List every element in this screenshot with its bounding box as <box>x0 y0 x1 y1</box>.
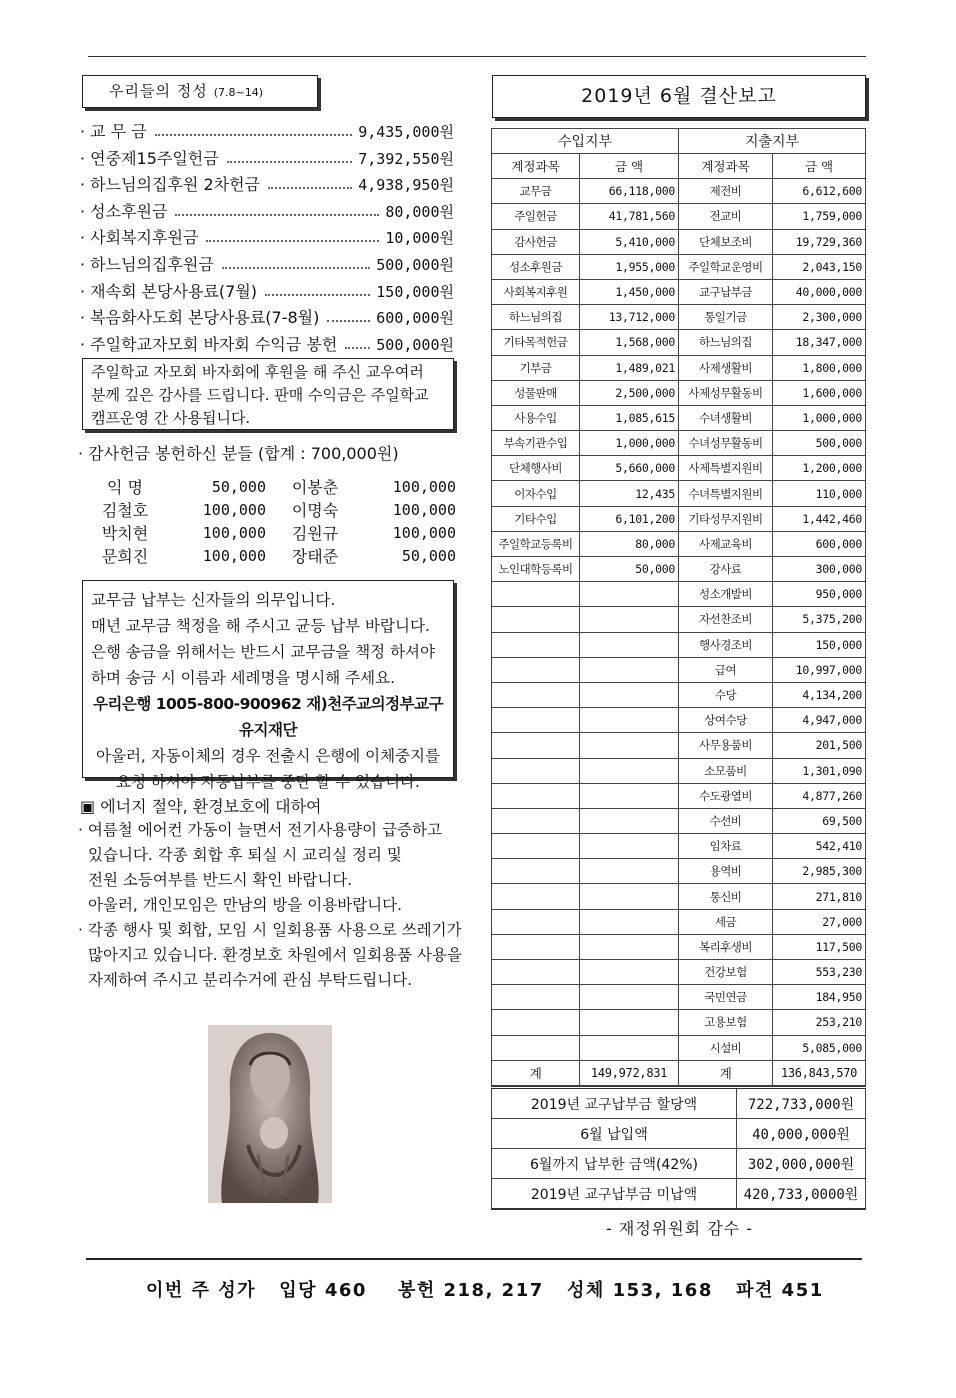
expense-amount: 5,375,200 <box>773 607 866 632</box>
finance-row <box>492 380 866 405</box>
offering-title: 우리들의 정성 (7.8~14) <box>82 75 318 108</box>
expense-amount: 19,729,360 <box>773 229 866 254</box>
expense-amount: 150,000 <box>773 632 866 657</box>
finance-row <box>492 859 866 884</box>
energy-line: 있습니다. 각종 회합 후 퇴실 시 교리실 정리 및 <box>88 846 402 864</box>
income-item: 교무금 <box>492 179 580 204</box>
finance-row <box>492 632 866 657</box>
summary-label: 2019년 교구납부금 할당액 <box>492 1088 737 1119</box>
income-item: 사회복지후원 <box>492 279 580 304</box>
income-item <box>492 808 580 833</box>
finance-row <box>492 834 866 859</box>
offering-label: · 성소후원금 <box>80 201 168 221</box>
summary-value: 722,733,000원 <box>737 1088 866 1119</box>
expense-amount: 1,200,000 <box>773 456 866 481</box>
leader-dots <box>327 320 370 322</box>
expense-amount: 1,759,000 <box>773 204 866 229</box>
offering-amount: 500,000원 <box>376 256 454 274</box>
income-item <box>492 582 580 607</box>
expense-item: 행사경조비 <box>679 632 773 657</box>
income-amount <box>580 909 679 934</box>
offering-label: · 연중제15주일헌금 <box>80 148 219 168</box>
expense-amount: 5,085,000 <box>773 1035 866 1060</box>
expense-amount: 117,500 <box>773 934 866 959</box>
income-item <box>492 708 580 733</box>
income-item <box>492 783 580 808</box>
donor-amount: 100,000 <box>392 478 456 496</box>
offering-amount: 10,000원 <box>385 229 454 248</box>
income-item <box>492 859 580 884</box>
thanks-row <box>100 545 456 568</box>
leader-dots <box>175 214 379 216</box>
finance-row <box>492 506 866 531</box>
expense-item: 용역비 <box>679 859 773 884</box>
thanks-row <box>100 476 456 499</box>
expense-amount: 542,410 <box>773 834 866 859</box>
finance-row <box>492 204 866 229</box>
income-item <box>492 632 580 657</box>
expense-amount: 69,500 <box>773 808 866 833</box>
offering-label: · 주일학교자모회 바자회 수익금 봉헌 <box>80 334 338 354</box>
report-title: 2019년 6월 결산보고 <box>492 75 866 118</box>
expense-amount: 18,347,000 <box>773 330 866 355</box>
expense-item: 사제생활비 <box>679 355 773 380</box>
income-amount: 5,660,000 <box>580 456 679 481</box>
income-amount <box>580 934 679 959</box>
expense-item: 소모품비 <box>679 758 773 783</box>
expense-amount: 27,000 <box>773 909 866 934</box>
income-item <box>492 960 580 985</box>
bottom-rule <box>86 1258 862 1260</box>
summary-row <box>492 1088 866 1119</box>
summary-row <box>492 1119 866 1149</box>
offering-amount: 7,392,550원 <box>358 149 454 168</box>
income-item <box>492 657 580 682</box>
expense-amount: 4,947,000 <box>773 708 866 733</box>
expense-amount: 1,800,000 <box>773 355 866 380</box>
finance-row <box>492 682 866 707</box>
income-amount <box>580 657 679 682</box>
donor-name: 장태준 <box>291 547 339 566</box>
expense-item: 급여 <box>679 657 773 682</box>
finance-row <box>492 985 866 1010</box>
leader-dots <box>227 161 352 163</box>
income-item: 사용수입 <box>492 405 580 430</box>
income-item: 이자수입 <box>492 481 580 506</box>
income-amount <box>580 985 679 1010</box>
offering-label: · 복음화사도회 본당사용료(7-8월) <box>80 308 320 328</box>
income-amount: 1,955,000 <box>580 254 679 279</box>
income-amount: 2,500,000 <box>580 380 679 405</box>
finance-row <box>492 808 866 833</box>
offering-amount: 150,000원 <box>376 282 454 301</box>
notice-line: 요청 하셔야 자동납부를 중단 할 수 있습니다. <box>115 773 420 791</box>
expense-item: 강사료 <box>679 557 773 582</box>
expense-item: 고용보험 <box>679 1010 773 1035</box>
income-amount <box>580 682 679 707</box>
donor-name: 이봉춘 <box>291 478 339 497</box>
income-item: 기타수입 <box>492 506 580 531</box>
donor-amount: 100,000 <box>392 524 456 542</box>
expense-item: 건강보험 <box>679 960 773 985</box>
income-amount <box>580 582 679 607</box>
notice-line: 은행 송금을 위해서는 반드시 교무금을 책정 하셔야 <box>91 643 435 661</box>
expense-item: 복리후생비 <box>679 934 773 959</box>
offering-label: · 하느님의집후원금 <box>80 255 214 274</box>
expense-item: 수녀생활비 <box>679 405 773 430</box>
expense-amount: 110,000 <box>773 481 866 506</box>
expense-amount: 2,300,000 <box>773 305 866 330</box>
finance-row <box>492 884 866 909</box>
income-item: 기타목적헌금 <box>492 330 580 355</box>
bank-account: 우리은행 1005-800-900962 재)천주교의정부교구유지재단 <box>92 695 444 739</box>
finance-header-row <box>492 129 866 154</box>
expense-amount: 1,600,000 <box>773 380 866 405</box>
income-amount <box>580 884 679 909</box>
income-item: 하느님의집 <box>492 305 580 330</box>
thanks-heading: · 감사헌금 봉헌하신 분들 (합계 : 700,000원) <box>78 444 399 463</box>
expense-item: 사제특별지원비 <box>679 456 773 481</box>
col-amount: 금 액 <box>580 154 679 179</box>
thanks-row <box>100 499 456 522</box>
leader-dots <box>268 187 352 189</box>
finance-row <box>492 557 866 582</box>
hymn-numbers: 이번 주 성가 입당 460 봉헌 218, 217 성체 153, 168 파견 451 <box>146 1280 824 1301</box>
finance-row <box>492 960 866 985</box>
offering-amount: 9,435,000원 <box>358 123 454 141</box>
expense-item: 국민연금 <box>679 985 773 1010</box>
income-amount <box>580 960 679 985</box>
summary-value: 420,733,0000원 <box>737 1179 866 1210</box>
offering-item <box>80 276 454 302</box>
income-amount: 5,410,000 <box>580 229 679 254</box>
summary-row <box>492 1179 866 1210</box>
expense-item: 사무용품비 <box>679 733 773 758</box>
income-amount <box>580 733 679 758</box>
donor-name: 익 명 <box>107 478 143 497</box>
income-item <box>492 682 580 707</box>
expense-item: 시설비 <box>679 1035 773 1060</box>
offering-amount: 600,000원 <box>376 309 454 328</box>
finance-row <box>492 355 866 380</box>
expense-item: 주일학교운영비 <box>679 254 773 279</box>
leader-dots <box>265 294 370 296</box>
income-amount: 12,435 <box>580 481 679 506</box>
income-amount <box>580 859 679 884</box>
expense-item: 교구납부금 <box>679 279 773 304</box>
income-item <box>492 909 580 934</box>
expense-amount: 600,000 <box>773 531 866 556</box>
col-amount: 금 액 <box>773 154 866 179</box>
expense-amount: 553,230 <box>773 960 866 985</box>
energy-line: 많아지고 있습니다. 환경보호 차원에서 일회용품 사용을 <box>88 946 462 964</box>
expense-amount: 4,134,200 <box>773 682 866 707</box>
offering-amount: 4,938,950원 <box>358 176 454 195</box>
income-item <box>492 733 580 758</box>
income-amount <box>580 1010 679 1035</box>
expense-item: 자선찬조비 <box>679 607 773 632</box>
income-amount: 50,000 <box>580 557 679 582</box>
expense-item: 사제교육비 <box>679 531 773 556</box>
expense-amount: 2,985,300 <box>773 859 866 884</box>
total-label: 계 <box>492 1060 580 1085</box>
note-line: 주일학교 자모회 바자회에 후원을 해 주신 교우여러 <box>91 363 424 381</box>
expense-amount: 10,997,000 <box>773 657 866 682</box>
finance-row <box>492 481 866 506</box>
offering-item <box>80 116 454 142</box>
income-amount: 80,000 <box>580 531 679 556</box>
income-item <box>492 1035 580 1060</box>
finance-row <box>492 582 866 607</box>
income-header: 수입지부 <box>492 129 679 154</box>
expense-amount: 184,950 <box>773 985 866 1010</box>
finance-row <box>492 279 866 304</box>
finance-row <box>492 909 866 934</box>
finance-row <box>492 733 866 758</box>
finance-column-row <box>492 154 866 179</box>
energy-line: · 여름철 에어컨 가동이 늘면서 전기사용량이 급증하고 <box>78 821 442 839</box>
finance-row <box>492 531 866 556</box>
statue-drawing <box>208 1025 332 1203</box>
income-amount: 13,712,000 <box>580 305 679 330</box>
finance-row <box>492 1035 866 1060</box>
leader-dots <box>222 267 370 269</box>
expense-amount: 253,210 <box>773 1010 866 1035</box>
leader-dots <box>206 240 379 242</box>
summary-label: 6월까지 납부한 금액(42%) <box>492 1149 737 1179</box>
offering-label: · 재속회 본당사용료(7월) <box>80 281 258 301</box>
expense-item: 세금 <box>679 909 773 934</box>
finance-row <box>492 607 866 632</box>
summary-row <box>492 1149 866 1179</box>
income-item <box>492 884 580 909</box>
audit-note: - 재정위원회 감수 - <box>606 1219 753 1238</box>
expense-amount: 300,000 <box>773 557 866 582</box>
offering-label: · 사회복지후원금 <box>80 228 199 248</box>
expense-item: 수녀성무활동비 <box>679 431 773 456</box>
income-amount: 1,085,615 <box>580 405 679 430</box>
expense-amount: 271,810 <box>773 884 866 909</box>
income-item: 단체행사비 <box>492 456 580 481</box>
income-amount <box>580 1035 679 1060</box>
summary-value: 40,000,000원 <box>737 1119 866 1149</box>
energy-text <box>78 818 462 993</box>
donor-name: 이명숙 <box>291 501 339 520</box>
expense-item: 성소개발비 <box>679 582 773 607</box>
expense-amount: 4,877,260 <box>773 783 866 808</box>
income-amount: 41,781,560 <box>580 204 679 229</box>
finance-row <box>492 254 866 279</box>
energy-line: · 각종 행사 및 회합, 모임 시 일회용품 사용으로 쓰레기가 <box>78 921 462 939</box>
expense-item: 사제성무활동비 <box>679 380 773 405</box>
total-label: 계 <box>679 1060 773 1085</box>
offering-item <box>80 249 454 275</box>
expense-amount: 2,043,150 <box>773 254 866 279</box>
income-amount: 66,118,000 <box>580 179 679 204</box>
expense-item: 임차료 <box>679 834 773 859</box>
expense-item: 수당 <box>679 682 773 707</box>
finance-row <box>492 1010 866 1035</box>
offering-item <box>80 329 454 355</box>
income-amount: 1,568,000 <box>580 330 679 355</box>
income-amount <box>580 783 679 808</box>
expense-item: 하느님의집 <box>679 330 773 355</box>
income-total: 149,972,831 <box>580 1060 679 1085</box>
offering-item <box>80 196 454 222</box>
offering-item <box>80 143 454 169</box>
donor-amount: 50,000 <box>211 478 266 496</box>
expense-amount: 1,301,090 <box>773 758 866 783</box>
note-line: 캠프운영 간 사용됩니다. <box>91 409 251 427</box>
finance-row <box>492 758 866 783</box>
col-item: 계정과목 <box>492 154 580 179</box>
energy-line: 전원 소등여부를 반드시 확인 바랍니다. <box>88 871 353 889</box>
finance-row <box>492 456 866 481</box>
finance-row <box>492 708 866 733</box>
energy-line: 아울러, 개인모임은 만남의 방을 이용바랍니다. <box>88 896 403 914</box>
finance-row <box>492 657 866 682</box>
bazaar-thanks-note <box>82 358 454 430</box>
expense-item: 통신비 <box>679 884 773 909</box>
income-item: 부속기관수입 <box>492 431 580 456</box>
offering-item <box>80 169 454 195</box>
income-amount: 6,101,200 <box>580 506 679 531</box>
energy-line: 자제하여 주시고 분리수거에 관심 부탁드립니다. <box>88 971 413 989</box>
donor-amount: 100,000 <box>202 501 266 519</box>
income-amount: 1,000,000 <box>580 431 679 456</box>
expense-item: 수선비 <box>679 808 773 833</box>
expense-item: 전교비 <box>679 204 773 229</box>
income-amount: 1,489,021 <box>580 355 679 380</box>
energy-heading: ▣ 에너지 절약, 환경보호에 대하여 <box>80 797 322 816</box>
expense-total: 136,843,570 <box>773 1060 866 1085</box>
finance-body <box>492 179 866 1061</box>
madonna-statue-image <box>208 1025 332 1203</box>
expense-item: 단체보조비 <box>679 229 773 254</box>
expense-item: 수녀특별지원비 <box>679 481 773 506</box>
offering-item <box>80 222 454 248</box>
tithe-notice <box>82 580 454 791</box>
income-amount <box>580 632 679 657</box>
income-item <box>492 607 580 632</box>
summary-label: 2019년 교구납부금 미납액 <box>492 1179 737 1210</box>
finance-row <box>492 934 866 959</box>
notice-line: 매년 교무금 책정을 해 주시고 균등 납부 바랍니다. <box>91 617 430 635</box>
income-amount: 1,450,000 <box>580 279 679 304</box>
finance-row <box>492 431 866 456</box>
summary-value: 302,000,000원 <box>737 1149 866 1179</box>
expense-amount: 500,000 <box>773 431 866 456</box>
finance-row <box>492 330 866 355</box>
thanks-list <box>100 476 456 568</box>
donor-amount: 50,000 <box>401 547 456 565</box>
income-item: 성소후원금 <box>492 254 580 279</box>
finance-row <box>492 783 866 808</box>
expense-header: 지출지부 <box>679 129 866 154</box>
offering-amount: 500,000원 <box>376 335 454 354</box>
income-item <box>492 834 580 859</box>
diocese-summary-table <box>491 1086 866 1210</box>
income-item: 노인대학등록비 <box>492 557 580 582</box>
donor-name: 김원규 <box>291 524 339 543</box>
finance-total-row <box>492 1060 866 1085</box>
expense-item: 수도광열비 <box>679 783 773 808</box>
top-rule <box>88 56 866 57</box>
offering-item <box>80 302 454 328</box>
expense-amount: 6,612,600 <box>773 179 866 204</box>
income-amount <box>580 834 679 859</box>
income-item <box>492 758 580 783</box>
donor-amount: 100,000 <box>202 524 266 542</box>
income-item <box>492 1010 580 1035</box>
expense-amount: 1,442,460 <box>773 506 866 531</box>
donor-name: 문희진 <box>101 547 149 566</box>
donor-name: 김철호 <box>101 501 149 520</box>
expense-amount: 950,000 <box>773 582 866 607</box>
income-item <box>492 985 580 1010</box>
expense-item: 상여수당 <box>679 708 773 733</box>
col-item: 계정과목 <box>679 154 773 179</box>
donor-amount: 100,000 <box>202 547 266 565</box>
income-item <box>492 934 580 959</box>
income-amount <box>580 607 679 632</box>
donor-name: 박치현 <box>101 524 149 543</box>
expense-amount: 40,000,000 <box>773 279 866 304</box>
expense-item: 제전비 <box>679 179 773 204</box>
income-amount <box>580 708 679 733</box>
thanks-row <box>100 522 456 545</box>
income-item: 감사헌금 <box>492 229 580 254</box>
notice-line: 교무금 납부는 신자들의 의무입니다. <box>91 591 336 609</box>
income-amount <box>580 758 679 783</box>
income-item: 성물판매 <box>492 380 580 405</box>
expense-amount: 201,500 <box>773 733 866 758</box>
leader-dots <box>155 134 353 136</box>
notice-line: 아울러, 자동이체의 경우 전출시 은행에 이체중지를 <box>96 747 440 765</box>
offering-label: · 교 무 금 <box>80 122 147 141</box>
expense-amount: 1,000,000 <box>773 405 866 430</box>
note-line: 분께 깊은 감사를 드립니다. 판매 수익금은 주일학교 <box>91 386 429 404</box>
income-item: 주일학교등록비 <box>492 531 580 556</box>
offering-amount: 80,000원 <box>385 202 454 221</box>
leader-dots <box>345 347 370 349</box>
notice-line: 하며 송금 시 이름과 세례명을 명시해 주세요. <box>91 669 396 687</box>
income-item: 주일헌금 <box>492 204 580 229</box>
finance-row <box>492 305 866 330</box>
expense-item: 통일기금 <box>679 305 773 330</box>
expense-item: 기타성무지원비 <box>679 506 773 531</box>
offering-label: · 하느님의집후원 2차헌금 <box>80 175 260 195</box>
finance-row <box>492 179 866 204</box>
finance-row <box>492 405 866 430</box>
donor-amount: 100,000 <box>392 501 456 519</box>
summary-label: 6월 납입액 <box>492 1119 737 1149</box>
income-amount <box>580 808 679 833</box>
finance-table <box>491 128 866 1086</box>
income-item: 기부금 <box>492 355 580 380</box>
finance-row <box>492 229 866 254</box>
